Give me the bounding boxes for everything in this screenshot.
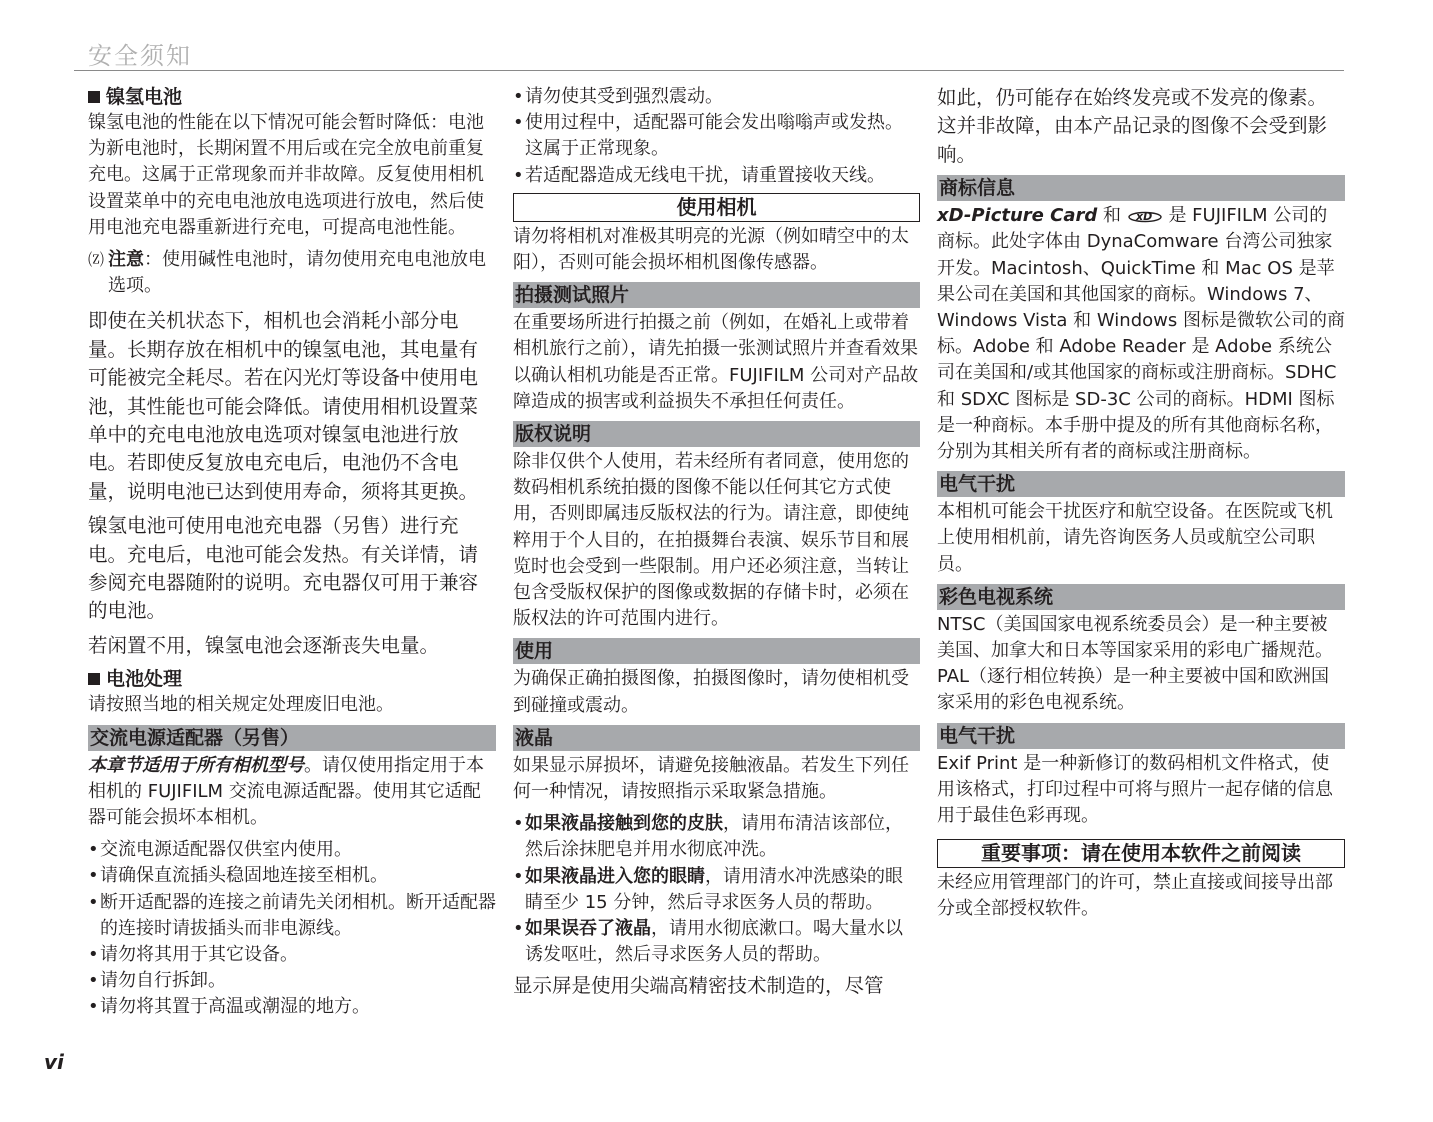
paragraph: 如果显示屏损坏，请避免接触液晶。若发生下列任何一种情况，请按照指示采取紧急措施。 [513,754,909,803]
svg-text:xD: xD [1135,210,1152,224]
paragraph: 本相机可能会干扰医疗和航空设备。在医院或飞机上使用相机前，请先咨询医务人员或航空公司职员。 [937,501,1333,575]
list-item: • 如果误吞了液晶，请用水彻底漱口。喝大量水以诱发呕吐，然后寻求医务人员的帮助。 [513,916,920,968]
paragraph: 若闲置不用，镍氢电池会逐渐丧失电量。 [88,633,440,657]
list-item: • 请勿使其受到强烈震动。 [513,84,920,110]
paragraph: NTSC（美国国家电视系统委员会）是一种主要被美国、加拿大和日本等国家采用的彩电广播规范。PAL（逐行相位转换）是一种主要被中国和欧洲国家采用的彩色电视系统。 [937,613,1333,714]
paragraph: xD-Picture Card 和 xD 是 FUJIFILM 公司的商标。此处字体由 DynaComware 台湾公司独家开发。Macintosh、QuickTime 和 Mac OS 是苹果公司在美国和其他国家的商标。Windows 7、Windows Vista 和 Windows 图标是微软公司的商标。Adobe 和 Adobe Reader 是 Adobe 系统公司在美国和/或其他国家的商标或注册商标。SDHC 和 SDXC 图标是 SD-3C 公司的商标。HDMI 图标是一种商标。本手册中提及的所有其他商标名称，分别为其相关所有者的商标或注册商标。 [937,205,1345,463]
list-item: • 如果液晶进入您的眼睛，请用清水冲洗感染的眼睛至少 15 分钟，然后寻求医务人员的帮助。 [513,864,920,916]
page-title: 安全须知 [88,42,192,70]
page-number: vi [44,1050,64,1074]
bullet-list [513,84,920,189]
square-bullet-icon [88,91,100,103]
column-3 [937,84,1345,929]
list-item: • 如果液晶接触到您的皮肤，请用布清洁该部位，然后涂抹肥皂并用水彻底冲洗。 [513,811,920,863]
section-heading-nimh: 镍氢电池 [88,84,496,110]
section-bar-lcd: 液晶 [513,725,920,751]
section-bar-electrical: 电气干扰 [937,471,1345,497]
caution-circle-icon: ⒵ [88,250,105,270]
paragraph: Exif Print 是一种新修订的数码相机文件格式，使用该格式，打印过程中可将与照片一起存储的信息用于最佳色彩再现。 [937,752,1333,827]
paragraph: 即使在关机状态下，相机也会消耗小部分电量。长期存放在相机中的镍氢电池，其电量有可能被完全耗尽。若在闪光灯等设备中使用电池，其性能也可能会降低。请使用相机设置菜单中的充电电池放电选项对镍氢电池进行放电。若即使反复放电充电后，电池仍不含电量，说明电池已达到使用寿命，须将其更换。 [88,309,479,503]
list-item: • 断开适配器的连接之前请先关闭相机。断开适配器的连接时请拔插头而非电源线。 [88,890,496,942]
column-1 [88,84,496,1021]
list-item: • 请勿自行拆卸。 [88,968,496,994]
paragraph: 如此，仍可能存在始终发亮或不发亮的像素。这并非故障，由本产品记录的图像不会受到影响。 [937,86,1328,166]
section-box-using-camera: 使用相机 [513,193,920,222]
xd-picture-card-text: xD-Picture Card [937,205,1098,227]
paragraph: 显示屏是使用尖端高精密技术制造的，尽管 [513,974,884,998]
paragraph: 镍氢电池的性能在以下情况可能会暂时降低：电池为新电池时，长期闲置不用后或在完全放电前重复充电。这属于正常现象而并非故障。反复使用相机设置菜单中的充电电池放电选项进行放电，然后使用电池充电器重新进行充电，可提高电池性能。 [88,112,484,238]
paragraph: 镍氢电池可使用电池充电器（另售）进行充电。充电后，电池可能会发热。有关详情，请参阅充电器随附的说明。充电器仅可用于兼容的电池。 [88,514,479,623]
section-box-important: 重要事项：请在使用本软件之前阅读 [937,839,1345,868]
note [88,247,496,299]
section-bar-trademark: 商标信息 [937,175,1345,201]
paragraph: 请勿将相机对准极其明亮的光源（例如晴空中的太阳），否则可能会损坏相机图像传感器。 [513,225,909,274]
section-bar-test-shots: 拍摄测试照片 [513,282,920,308]
section-bar-exif: 电气干扰 [937,723,1345,749]
list-item: • 交流电源适配器仅供室内使用。 [88,837,496,863]
list-item: • 使用过程中，适配器可能会发出嗡嗡声或发热。这属于正常现象。 [513,110,920,162]
column-2 [513,84,920,1007]
paragraph: 为确保正确拍摄图像，拍摄图像时，请勿使相机受到碰撞或震动。 [513,668,909,716]
section-bar-copyright: 版权说明 [513,421,920,447]
paragraph: 请按照当地的相关规定处理废旧电池。 [88,694,394,716]
section-bar-color-tv: 彩色电视系统 [937,584,1345,610]
section-bar-ac-adapter: 交流电源适配器（另售） [88,725,496,751]
bullet-list [513,811,920,968]
paragraph: 本章节适用于所有相机型号。请仅使用指定用于本相机的 FUJIFILM 交流电源适配器。使用其它适配器可能会损坏本相机。 [88,754,484,828]
paragraph: 在重要场所进行拍摄之前（例如，在婚礼上或带着相机旅行之前），请先拍摄一张测试照片并查看效果以确认相机功能是否正常。FUJIFILM 公司对产品故障造成的损害或利益损失不承担任何责任。 [513,312,919,412]
page-header [74,34,1344,71]
list-item: • 请勿将其用于其它设备。 [88,942,496,968]
list-item: • 请勿将其置于高温或潮湿的地方。 [88,994,496,1020]
list-item: • 若适配器造成无线电干扰，请重置接收天线。 [513,163,920,189]
section-heading-disposal: 电池处理 [88,666,496,692]
paragraph: 除非仅供个人使用，若未经所有者同意，使用您的数码相机系统拍摄的图像不能以任何其它方式使用，否则即属违反版权法的行为。请注意，即使纯粹用于个人目的，在拍摄舞台表演、娱乐节目和展览时也会受到一些限制。用户还必须注意，当转让包含受版权保护的图像或数据的存储卡时，必须在版权法的许可范围内进行。 [513,451,909,630]
xd-logo-icon [1127,208,1163,224]
list-item: • 请确保直流插头稳固地连接至相机。 [88,863,496,889]
note-label: 注意 [108,249,144,271]
note-text: ：使用碱性电池时，请勿使用充电电池放电选项。 [108,249,486,297]
section-bar-handling: 使用 [513,638,920,664]
paragraph: 未经应用管理部门的许可，禁止直接或间接导出部分或全部授权软件。 [937,872,1333,920]
bullet-list [88,837,496,1020]
lead-text: 本章节适用于所有相机型号 [88,754,304,776]
square-bullet-icon [88,673,100,685]
